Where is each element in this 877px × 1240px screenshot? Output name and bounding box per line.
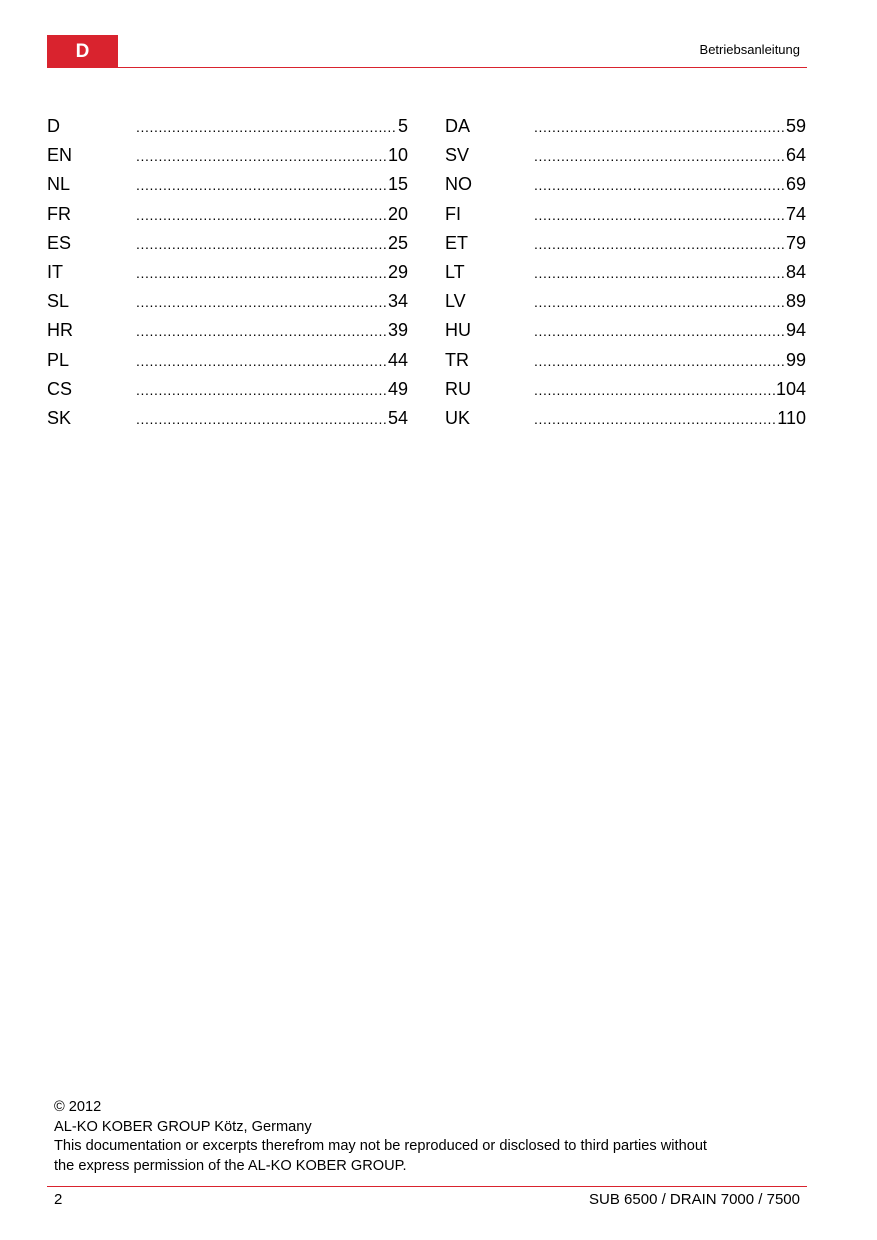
toc-page-number: 49	[387, 378, 408, 399]
toc-entry	[47, 233, 408, 262]
toc-language-code: FR	[47, 203, 71, 224]
toc-page-number: 89	[785, 291, 806, 312]
toc-dot-leader	[534, 320, 785, 341]
notice-line-2: the express permission of the AL-KO KOBER GROUP.	[54, 1157, 407, 1174]
toc-language-code: ES	[47, 232, 72, 253]
toc-entry	[445, 204, 806, 233]
toc-language-code: CS	[47, 378, 73, 399]
toc-page-number: 64	[785, 145, 806, 166]
toc-language-code: UK	[445, 407, 471, 428]
toc-page-number: 104	[775, 378, 806, 399]
toc-entry	[445, 350, 806, 379]
toc-language-code: PL	[47, 349, 70, 370]
toc-page-number: 79	[785, 232, 806, 253]
toc-language-code: IT	[47, 261, 63, 282]
toc-dot-leader	[136, 379, 387, 400]
toc-language-code: SK	[47, 407, 72, 428]
toc-page-number: 59	[785, 116, 806, 136]
toc-dot-leader	[534, 204, 785, 225]
toc-entry	[47, 379, 408, 408]
toc-entry	[445, 379, 806, 408]
toc-language-code: NL	[47, 174, 71, 195]
company-line: AL-KO KOBER GROUP Kötz, Germany	[54, 1118, 312, 1135]
toc-dot-leader	[136, 116, 397, 137]
toc-dot-leader	[136, 291, 387, 312]
toc-dot-leader	[136, 174, 387, 195]
toc-dot-leader	[534, 174, 785, 195]
toc-language-code: EN	[47, 145, 73, 166]
toc-entry	[47, 350, 408, 379]
toc-language-code: DA	[445, 116, 471, 136]
toc-dot-leader	[534, 350, 785, 371]
toc-entry	[47, 174, 408, 203]
toc-page-number: 74	[785, 203, 806, 224]
toc-language-code: RU	[445, 378, 471, 399]
toc-entry	[445, 145, 806, 174]
toc-language-code: TR	[445, 349, 469, 370]
toc-language-code: FI	[445, 203, 461, 224]
toc-page-number: 29	[387, 261, 408, 282]
toc-dot-leader	[534, 291, 785, 312]
toc-entry	[47, 291, 408, 320]
notice-line-1: This documentation or excerpts therefrom may not be reproduced or disclosed to third parties without	[54, 1138, 707, 1155]
toc-page-number: 99	[785, 349, 806, 370]
toc-dot-leader	[136, 233, 387, 254]
toc-column-right	[445, 116, 806, 437]
toc-page-number: 69	[785, 174, 806, 195]
toc-entry	[445, 291, 806, 320]
toc-entry	[445, 174, 806, 203]
toc-column-left	[47, 116, 408, 437]
toc-page-number: 10	[387, 145, 408, 166]
copyright-line: © 2012	[54, 1099, 102, 1115]
model-name: SUB 6500 / DRAIN 7000 / 7500	[589, 1191, 800, 1208]
toc-language-code: D	[47, 116, 60, 136]
toc-entry	[445, 116, 806, 145]
toc-page-number: 25	[387, 232, 408, 253]
toc-dot-leader	[136, 408, 387, 429]
toc-page-number: 54	[387, 407, 408, 428]
toc-dot-leader	[136, 262, 387, 283]
toc-entry	[47, 204, 408, 233]
toc-page-number: 44	[387, 349, 408, 370]
toc-dot-leader	[136, 350, 387, 371]
toc-entry	[47, 145, 408, 174]
header-divider	[47, 67, 807, 68]
toc-dot-leader	[534, 408, 776, 429]
toc-page-number: 84	[785, 261, 806, 282]
document-title: Betriebsanleitung	[699, 42, 800, 57]
toc-entry	[445, 408, 806, 437]
toc-dot-leader	[534, 145, 785, 166]
toc-page-number: 34	[387, 291, 408, 312]
toc-language-code: LT	[445, 261, 465, 282]
toc-language-code: NO	[445, 174, 472, 195]
toc-dot-leader	[136, 145, 387, 166]
toc-dot-leader	[534, 116, 785, 137]
toc-entry	[445, 233, 806, 262]
toc-dot-leader	[136, 204, 387, 225]
toc-page-number: 94	[785, 320, 806, 341]
toc-page-number: 5	[397, 116, 408, 136]
toc-page-number: 20	[387, 203, 408, 224]
toc-page-number: 110	[777, 407, 806, 428]
footer-divider	[47, 1186, 807, 1187]
toc-entry	[445, 262, 806, 291]
copyright-block	[54, 1098, 814, 1176]
toc-language-code: HR	[47, 320, 73, 341]
page-number: 2	[54, 1191, 63, 1208]
toc-dot-leader	[534, 233, 785, 254]
toc-language-code: HU	[445, 320, 471, 341]
toc-entry	[47, 116, 408, 145]
toc-dot-leader	[136, 320, 387, 341]
toc-dot-leader	[534, 379, 775, 400]
toc-language-code: SV	[445, 145, 470, 166]
toc-language-code: LV	[445, 291, 466, 312]
toc-entry	[445, 320, 806, 349]
toc-dot-leader	[534, 262, 785, 283]
toc-entry	[47, 262, 408, 291]
toc-page-number: 15	[387, 174, 408, 195]
toc-language-code: ET	[445, 232, 469, 253]
language-tab: D	[47, 35, 118, 68]
toc-language-code: SL	[47, 291, 70, 312]
toc-entry	[47, 408, 408, 437]
toc-page-number: 39	[387, 320, 408, 341]
toc-entry	[47, 320, 408, 349]
